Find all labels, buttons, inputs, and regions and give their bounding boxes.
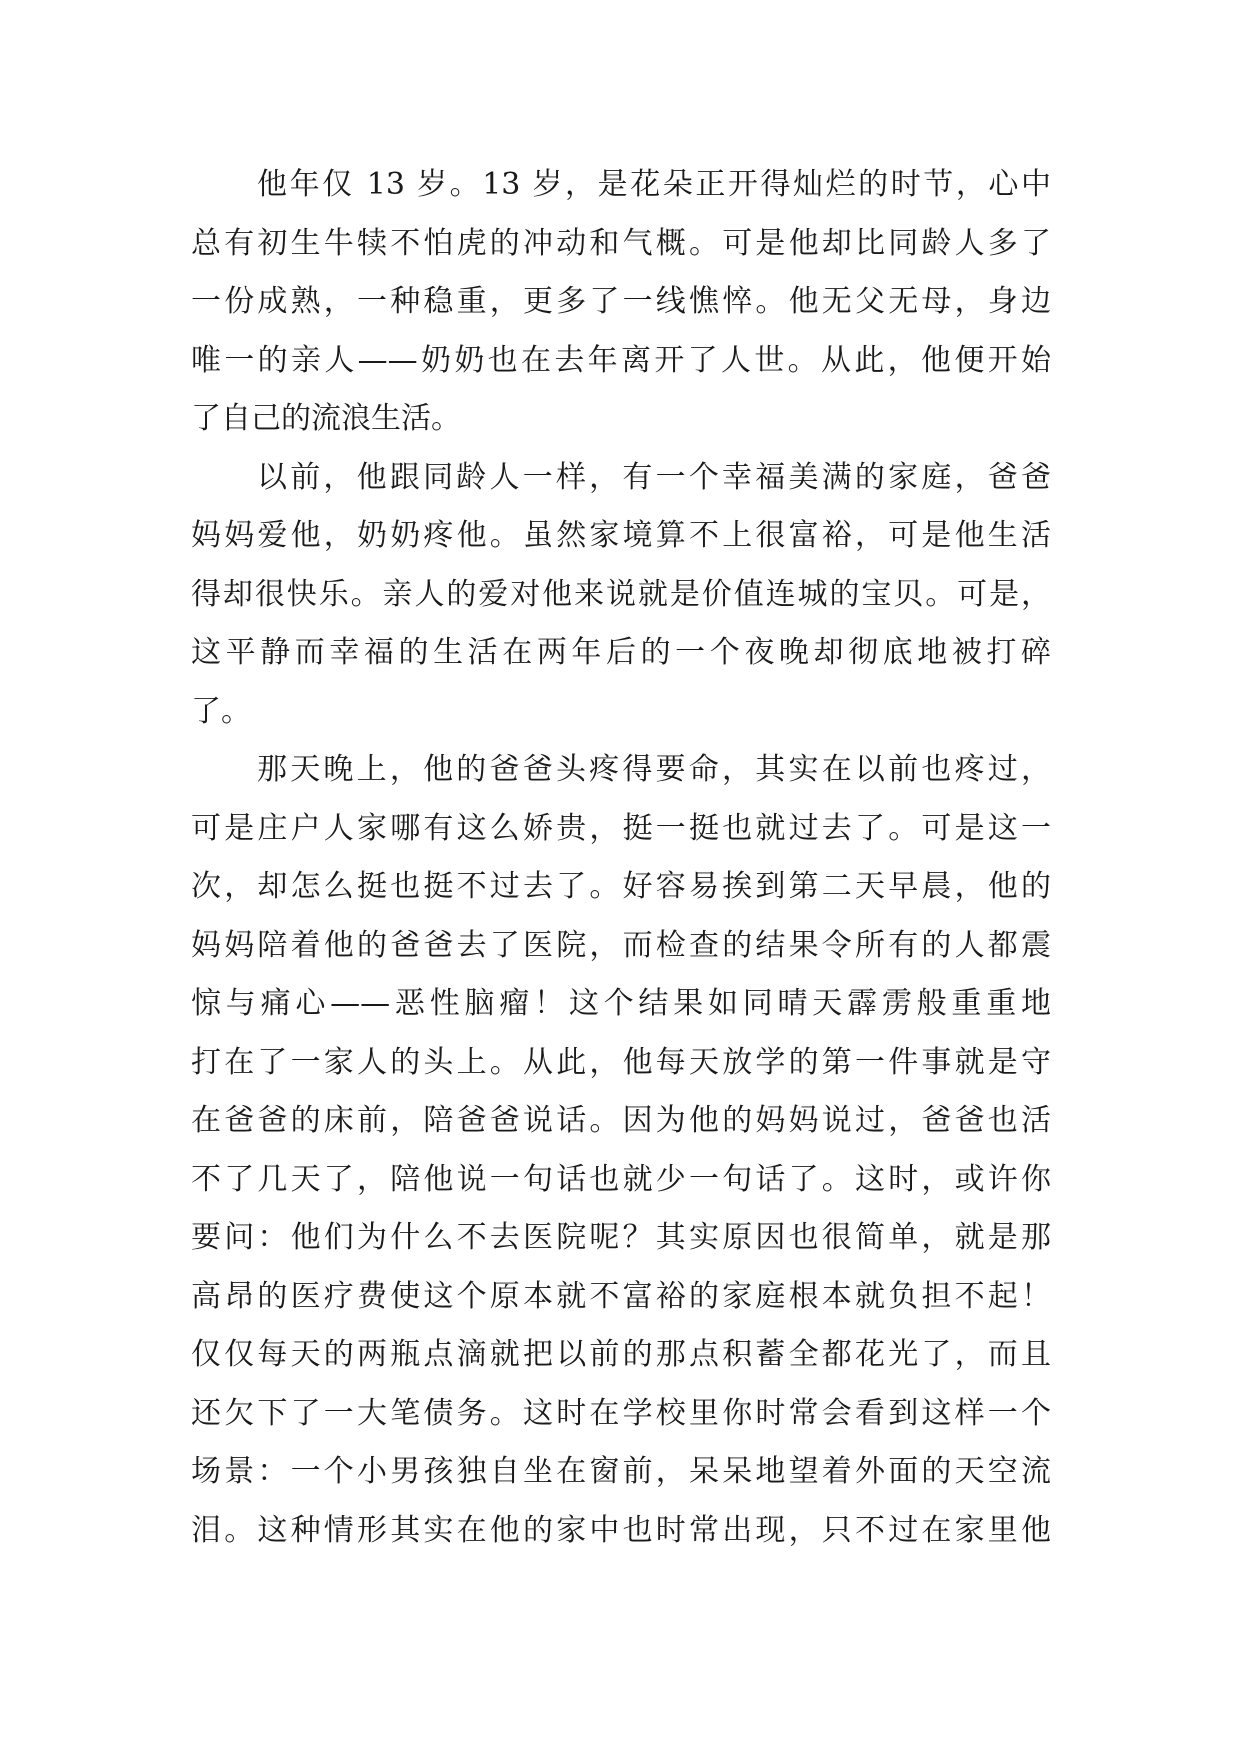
paragraph-3-line-14: 泪。这种情形其实在他的家中也时常出现，只不过在家里他: [191, 1512, 1051, 1548]
paragraph-3-line-3: 次，却怎么挺也挺不过去了。好容易挨到第二天早晨，他的: [191, 869, 1051, 904]
paragraph-2-line-3: 得却很快乐。亲人的爱对他来说就是价值连城的宝贝。可是，: [191, 576, 1051, 612]
paragraph-3-line-9: 要问：他们为什么不去医院呢？其实原因也很简单，就是那: [191, 1220, 1051, 1255]
paragraph-3-line-2: 可是庄户人家哪有这么娇贵，挺一挺也就过去了。可是这一: [191, 810, 1051, 846]
paragraph-2-line-1: 以前，他跟同龄人一样，有一个幸福美满的家庭，爸爸: [257, 459, 1051, 495]
paragraph-2-line-2: 妈妈爱他，奶奶疼他。虽然家境算不上很富裕，可是他生活: [191, 518, 1051, 553]
paragraph-1-line-1: 他年仅 13 岁。13 岁，是花朵正开得灿烂的时节，心中: [257, 167, 1051, 202]
paragraph-2-line-4: 这平静而幸福的生活在两年后的一个夜晚却彻底地被打碎: [191, 635, 1051, 670]
paragraph-1-line-3: 一份成熟，一种稳重，更多了一线憔悴。他无父无母，身边: [191, 284, 1051, 319]
paragraph-3-line-10: 高昂的医疗费使这个原本就不富裕的家庭根本就负担不起！: [191, 1278, 1051, 1314]
paragraph-3-line-6: 打在了一家人的头上。从此，他每天放学的第一件事就是守: [191, 1044, 1051, 1080]
paragraph-3-line-1: 那天晚上，他的爸爸头疼得要命，其实在以前也疼过，: [257, 752, 1051, 787]
paragraph-3-line-13: 场景：一个小男孩独自坐在窗前，呆呆地望着外面的天空流: [191, 1454, 1051, 1489]
paragraph-3-line-5: 惊与痛心——恶性脑瘤！这个结果如同晴天霹雳般重重地: [191, 986, 1051, 1021]
paragraph-1-line-5: 了自己的流浪生活。: [191, 401, 461, 436]
paragraph-3-line-8: 不了几天了，陪他说一句话也就少一句话了。这时，或许你: [191, 1161, 1051, 1197]
paragraph-3-line-4: 妈妈陪着他的爸爸去了医院，而检查的结果令所有的人都震: [191, 927, 1051, 963]
paragraph-3-line-7: 在爸爸的床前，陪爸爸说话。因为他的妈妈说过，爸爸也活: [191, 1103, 1051, 1138]
article-body: [191, 156, 1051, 1560]
paragraph-1-line-4: 唯一的亲人——奶奶也在去年离开了人世。从此，他便开始: [191, 342, 1051, 378]
paragraph-1-line-2: 总有初生牛犊不怕虎的冲动和气概。可是他却比同龄人多了: [191, 225, 1051, 261]
paragraph-3-line-11: 仅仅每天的两瓶点滴就把以前的那点积蓄全都花光了，而且: [191, 1337, 1051, 1372]
paragraph-3-line-12: 还欠下了一大笔债务。这时在学校里你时常会看到这样一个: [191, 1395, 1051, 1431]
paragraph-2-line-5: 了。: [191, 693, 251, 729]
